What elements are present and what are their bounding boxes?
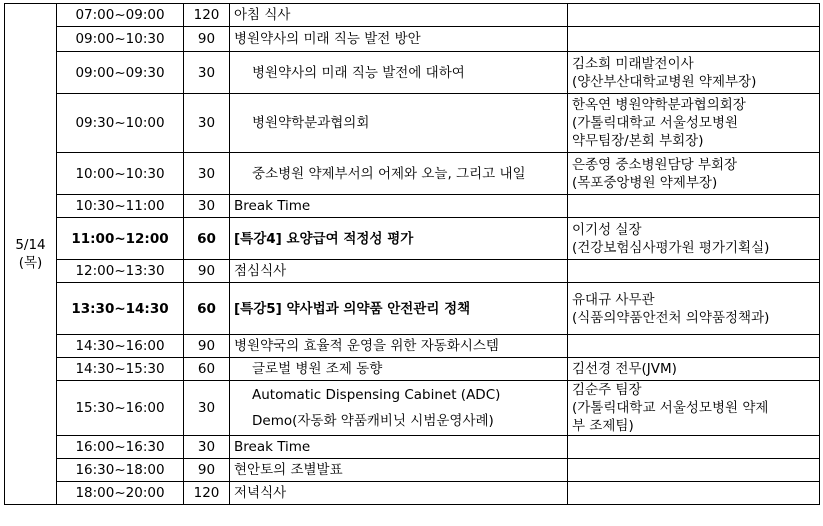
topic-cell: [230, 218, 568, 260]
topic-line: Break Time: [234, 198, 311, 214]
time-cell: 11:00~12:00: [57, 218, 184, 260]
date-weekday: (목): [18, 255, 43, 271]
date-cell: [5, 4, 57, 505]
speaker-cell: [568, 153, 820, 195]
time-cell: 14:30~15:30: [57, 358, 184, 381]
duration-cell: 90: [184, 27, 230, 52]
duration-cell: 30: [184, 153, 230, 195]
speaker-cell: [568, 436, 820, 459]
topic-cell: [230, 335, 568, 358]
time-cell: 09:30~10:00: [57, 94, 184, 153]
time-cell: 10:30~11:00: [57, 195, 184, 218]
topic-cell: [230, 436, 568, 459]
schedule-row: [5, 381, 820, 436]
topic-cell: [230, 27, 568, 52]
speaker-cell: [568, 195, 820, 218]
speaker-line: 김순주 팀장: [572, 382, 642, 398]
topic-line: [특강4] 요양급여 적정성 평가: [234, 230, 414, 247]
time-cell: 12:00~13:30: [57, 260, 184, 283]
topic-line: 현안토의 조별발표: [234, 462, 343, 478]
speaker-line: 은종영 중소병원담당 부회장: [572, 156, 738, 173]
schedule-row: [5, 482, 820, 505]
duration-cell: 90: [184, 459, 230, 482]
time-cell: 07:00~09:00: [57, 4, 184, 27]
speaker-line: (식품의약품안전처 의약품정책과): [572, 309, 770, 326]
schedule-row: [5, 358, 820, 381]
schedule-row: [5, 94, 820, 153]
time-cell: 14:30~16:00: [57, 335, 184, 358]
duration-cell: 60: [184, 218, 230, 260]
speaker-cell: [568, 260, 820, 283]
duration-cell: 30: [184, 381, 230, 436]
speaker-line: 김선경 전무(JVM): [572, 361, 677, 377]
topic-cell: [230, 52, 568, 94]
topic-cell: [230, 153, 568, 195]
speaker-cell: [568, 218, 820, 260]
duration-cell: 90: [184, 335, 230, 358]
time-cell: 09:00~10:30: [57, 27, 184, 52]
speaker-cell: [568, 52, 820, 94]
schedule-body: [5, 4, 820, 505]
topic-line: 점심식사: [234, 263, 287, 279]
topic-line: Break Time: [234, 439, 311, 455]
topic-line: Automatic Dispensing Cabinet (ADC): [252, 387, 501, 403]
speaker-cell: [568, 283, 820, 335]
time-cell: 18:00~20:00: [57, 482, 184, 505]
topic-line: 중소병원 약제부서의 어제와 오늘, 그리고 내일: [252, 165, 526, 182]
topic-cell: [230, 482, 568, 505]
speaker-cell: [568, 358, 820, 381]
schedule-row: [5, 459, 820, 482]
topic-line: 병원약국의 효율적 운영을 위한 자동화시스템: [234, 338, 499, 354]
topic-cell: [230, 283, 568, 335]
topic-cell: [230, 195, 568, 218]
speaker-cell: [568, 335, 820, 358]
topic-cell: [230, 381, 568, 436]
schedule-row: [5, 335, 820, 358]
speaker-line: (건강보험심사평가원 평가기획실): [572, 239, 770, 256]
schedule-row: [5, 27, 820, 52]
schedule-row: [5, 153, 820, 195]
topic-line: 글로벌 병원 조제 동향: [252, 361, 383, 377]
duration-cell: 30: [184, 94, 230, 153]
time-cell: 15:30~16:00: [57, 381, 184, 436]
topic-line: Demo(자동화 약품캐비닛 시범운영사례): [252, 413, 494, 429]
schedule-row: [5, 4, 820, 27]
time-cell: 09:00~09:30: [57, 52, 184, 94]
schedule-row: [5, 52, 820, 94]
topic-line: 아침 식사: [234, 7, 291, 23]
speaker-line: 약무팀장/본회 부회장): [572, 133, 704, 149]
schedule-row: [5, 260, 820, 283]
schedule-table: [4, 3, 820, 505]
topic-cell: [230, 94, 568, 153]
speaker-cell: [568, 482, 820, 505]
duration-cell: 30: [184, 436, 230, 459]
topic-line: 병원약사의 미래 직능 발전 방안: [234, 31, 421, 47]
time-cell: 10:00~10:30: [57, 153, 184, 195]
schedule-row: [5, 283, 820, 335]
speaker-line: (가톨릭대학교 서울성모병원: [572, 115, 739, 131]
speaker-cell: [568, 459, 820, 482]
topic-cell: [230, 459, 568, 482]
schedule-row: [5, 436, 820, 459]
duration-cell: 60: [184, 358, 230, 381]
speaker-line: 부 조제팀): [572, 418, 634, 434]
date-day: 5/14: [15, 237, 46, 253]
topic-line: 병원약학분과협의회: [252, 115, 370, 131]
speaker-cell: [568, 27, 820, 52]
duration-cell: 90: [184, 260, 230, 283]
speaker-line: 이기성 실장: [572, 221, 642, 238]
speaker-line: (가톨릭대학교 서울성모병원 약제: [572, 400, 769, 416]
time-cell: 16:00~16:30: [57, 436, 184, 459]
duration-cell: 30: [184, 52, 230, 94]
topic-cell: [230, 260, 568, 283]
speaker-line: 김소희 미래발전이사: [572, 55, 694, 72]
schedule-row: [5, 218, 820, 260]
duration-cell: 120: [184, 482, 230, 505]
topic-cell: [230, 358, 568, 381]
topic-cell: [230, 4, 568, 27]
duration-cell: 30: [184, 195, 230, 218]
time-cell: 16:30~18:00: [57, 459, 184, 482]
speaker-line: (목포중앙병원 약제부장): [572, 174, 718, 191]
speaker-cell: [568, 94, 820, 153]
schedule-row: [5, 195, 820, 218]
speaker-cell: [568, 381, 820, 436]
topic-line: [특강5] 약사법과 의약품 안전관리 정책: [234, 300, 471, 317]
speaker-line: 유대규 사무관: [572, 291, 655, 308]
speaker-cell: [568, 4, 820, 27]
speaker-line: (양산부산대학교병원 약제부장): [572, 73, 757, 90]
time-cell: 13:30~14:30: [57, 283, 184, 335]
topic-line: 저녁식사: [234, 485, 287, 501]
duration-cell: 120: [184, 4, 230, 27]
duration-cell: 60: [184, 283, 230, 335]
topic-line: 병원약사의 미래 직능 발전에 대하여: [252, 64, 465, 81]
speaker-line: 한옥연 병원약학분과협의회장: [572, 97, 746, 113]
